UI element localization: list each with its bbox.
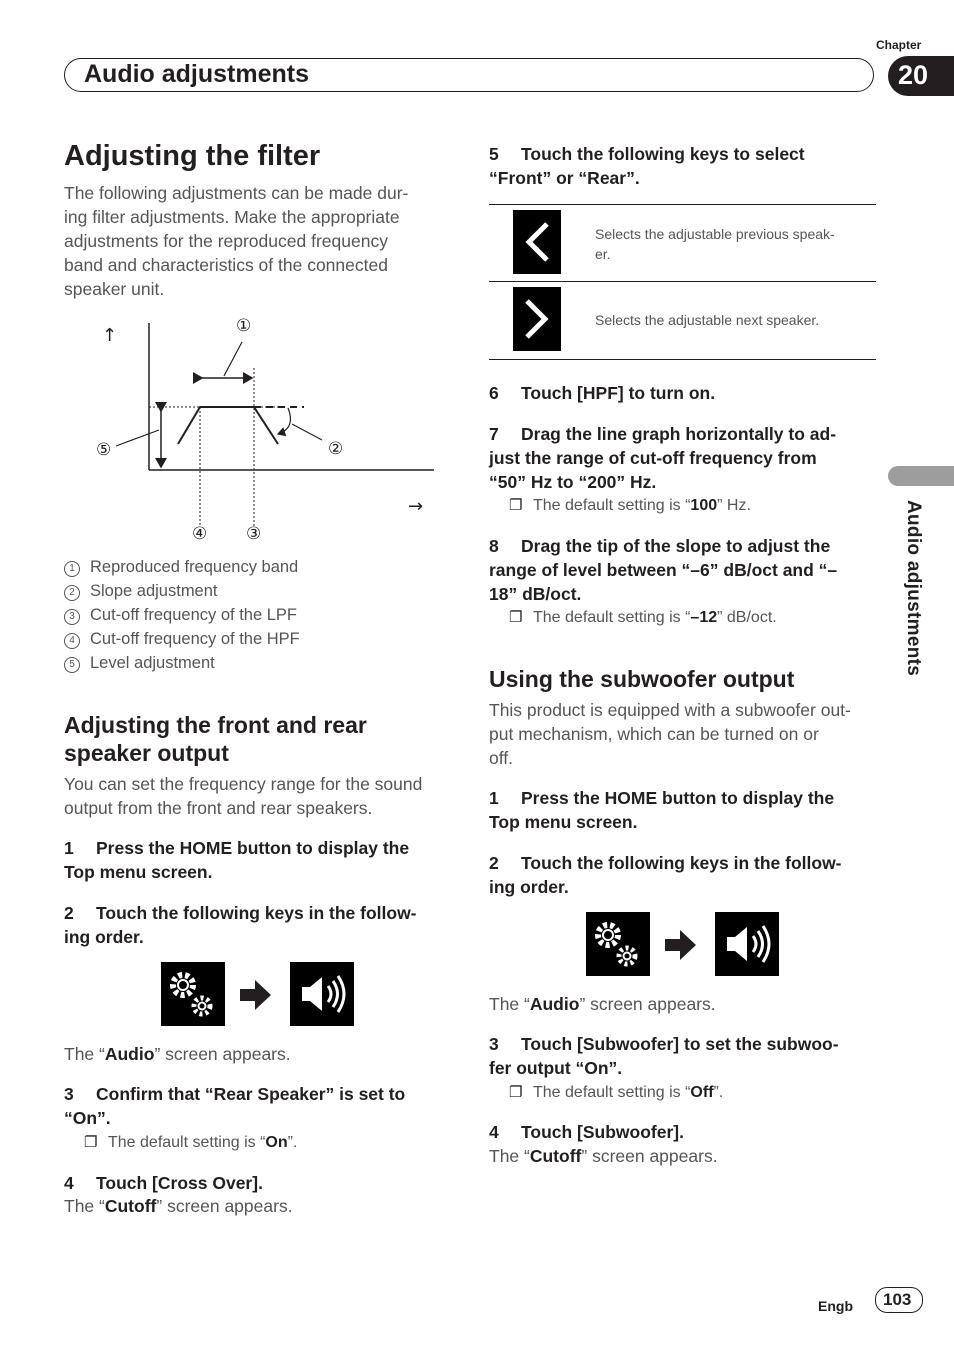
legend-item: 2 Slope adjustment xyxy=(64,582,218,601)
step-1: 1 Press the HOME button to display the Top menu screen. xyxy=(64,838,410,882)
callout-2: ② xyxy=(328,439,344,459)
x-axis-arrow: → xyxy=(408,496,424,517)
callout-1-leader xyxy=(224,342,242,376)
front-rear-title: Adjusting the front and rear speaker output xyxy=(64,712,367,766)
callout-4: ④ xyxy=(192,524,208,544)
key-desc-previous: Selects the adjustable previous speak- er. xyxy=(595,226,835,262)
sub-step-1: 1 Press the HOME button to display the Top menu screen. xyxy=(489,788,835,832)
filter-diagram xyxy=(60,308,440,548)
legend-item: 4 Cut-off frequency of the HPF xyxy=(64,630,300,649)
front-rear-intro: You can set the frequency range for the sound output from the front and rear speakers. xyxy=(64,774,423,818)
step-7: 7 Drag the line graph horizontally to ad- just the range of cut-off frequency from “50” Hz to “200” Hz. xyxy=(489,424,837,492)
sub-step-3: 3 Touch [Subwoofer] to set the subwoo- fer output “On”. xyxy=(489,1034,839,1078)
callout-2-leader xyxy=(292,424,322,440)
settings-gears-icon[interactable] xyxy=(586,912,650,976)
side-tab-marker xyxy=(888,466,954,486)
footer-language: Engb xyxy=(818,1298,853,1314)
callout-1: ① xyxy=(236,316,252,336)
settings-gears-icon[interactable] xyxy=(161,962,225,1026)
page-number: 103 xyxy=(883,1290,912,1309)
filter-intro: The following adjustments can be made dur- ing filter adjustments. Make the appropriate adjustments for the reproduced frequency band and characteristics of the connected speaker unit. xyxy=(64,183,409,299)
step-4: 4 Touch [Cross Over]. xyxy=(64,1173,263,1193)
sub-audio-screen-appears: The “Audio” screen appears. xyxy=(489,994,716,1014)
audio-screen-appears: The “Audio” screen appears. xyxy=(64,1044,291,1064)
callout-5-leader xyxy=(116,430,159,446)
step-8: 8 Drag the tip of the slope to adjust the range of level between “–6” dB/oct and “– 18” dB/oct. xyxy=(489,536,838,604)
subwoofer-intro: This product is equipped with a subwoofer out- put mechanism, which can be turned on or off. xyxy=(489,700,851,768)
key-row-next xyxy=(489,281,876,358)
arrow-right-icon xyxy=(665,930,697,960)
arrow-right-icon xyxy=(240,980,272,1010)
cutoff-screen-appears: The “Cutoff” screen appears. xyxy=(64,1196,293,1216)
filter-section-title: Adjusting the filter xyxy=(64,140,321,172)
key-desc-next: Selects the adjustable next speaker. xyxy=(595,312,820,328)
step-5: 5 Touch the following keys to select “Front” or “Rear”. xyxy=(489,144,805,188)
key-row-previous xyxy=(489,204,876,281)
slope-arrow xyxy=(278,408,290,434)
chapter-label: Chapter xyxy=(876,38,922,52)
sub-step-3-note: ❐ The default setting is “Off”. xyxy=(509,1084,724,1101)
y-axis-arrow: ↑ xyxy=(102,325,118,346)
legend-item: 5 Level adjustment xyxy=(64,654,215,673)
header-title: Audio adjustments xyxy=(84,60,310,88)
step-2: 2 Touch the following keys in the follow- ing order. xyxy=(64,903,417,947)
callout-3: ③ xyxy=(246,524,262,544)
chapter-number: 20 xyxy=(898,60,929,90)
step-6: 6 Touch [HPF] to turn on. xyxy=(489,383,716,403)
step-3: 3 Confirm that “Rear Speaker” is set to “On”. xyxy=(64,1084,406,1128)
filter-curve xyxy=(178,407,278,444)
sub-step-2: 2 Touch the following keys in the follow- ing order. xyxy=(489,853,842,897)
step-3-note: ❐ The default setting is “On”. xyxy=(84,1134,298,1151)
legend-item: 1 Reproduced frequency band xyxy=(64,558,298,577)
sub-cutoff-screen-appears: The “Cutoff” screen appears. xyxy=(489,1146,718,1166)
callout-5: ⑤ xyxy=(96,440,112,460)
speaker-audio-icon[interactable] xyxy=(715,912,779,976)
key-table xyxy=(489,204,876,360)
step-7-note: ❐ The default setting is “100” Hz. xyxy=(509,497,751,514)
speaker-audio-icon[interactable] xyxy=(290,962,354,1026)
subwoofer-section-title: Using the subwoofer output xyxy=(489,666,795,692)
sub-step-4: 4 Touch [Subwoofer]. xyxy=(489,1122,684,1142)
chevron-left-icon[interactable] xyxy=(513,210,561,274)
chevron-right-icon[interactable] xyxy=(513,287,561,351)
step-8-note: ❐ The default setting is “–12” dB/oct. xyxy=(509,609,777,626)
side-tab-label: Audio adjustments xyxy=(903,500,924,677)
legend-item: 3 Cut-off frequency of the LPF xyxy=(64,606,297,625)
